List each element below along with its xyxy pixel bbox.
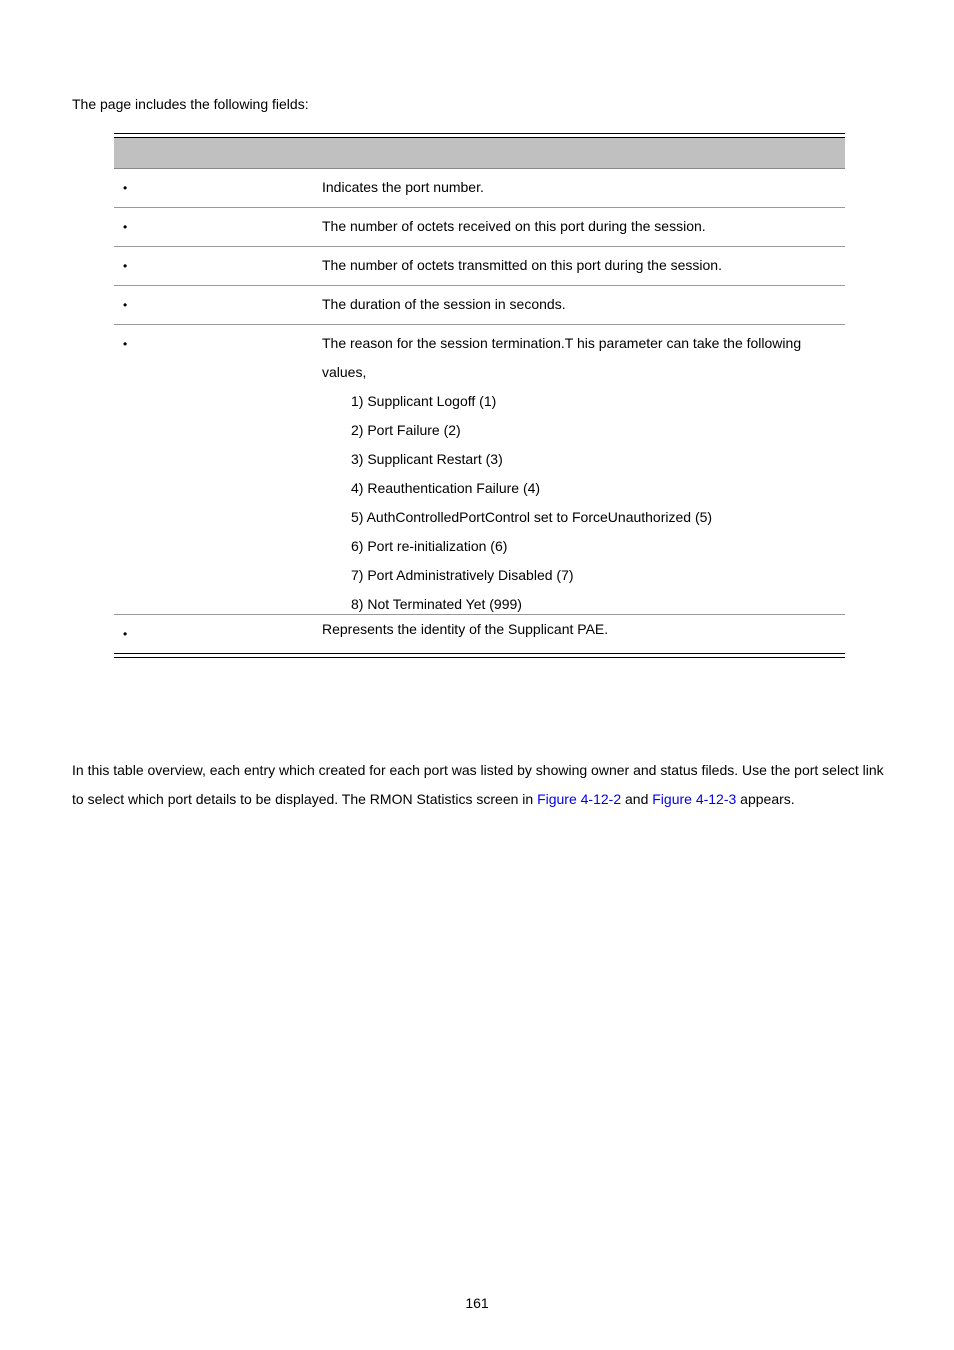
row-description: The number of octets transmitted on this port during the session. [322,257,722,273]
list-item: 4) Reauthentication Failure (4) [351,480,541,496]
intro-text: The page includes the following fields: [72,96,309,112]
list-item: 5) AuthControlledPortControl set to ForceUnauthorized (5) [351,509,713,525]
list-item: 1) Supplicant Logoff (1) [351,393,497,409]
figure-link-4-12-2[interactable]: Figure 4-12-2 [537,791,622,807]
bullet: • [123,627,128,641]
list-item: 2) Port Failure (2) [351,422,461,438]
fields-table [114,133,845,658]
row-description: Represents the identity of the Supplicant PAE. [322,621,609,637]
row-description: The number of octets received on this port during the session. [322,218,706,234]
figure-link-4-12-3[interactable]: Figure 4-12-3 [652,791,737,807]
table-bottom-rule [114,653,845,658]
row-description: Indicates the port number. [322,179,484,195]
bullet: • [123,298,128,312]
bullet: • [123,337,128,351]
row-description: The duration of the session in seconds. [322,296,566,312]
table-header [114,138,845,169]
list-item: 3) Supplicant Restart (3) [351,451,503,467]
table-row [114,247,845,286]
table-row [114,286,845,325]
bullet: • [123,181,128,195]
list-item: 8) Not Terminated Yet (999) [351,596,522,612]
bullet: • [123,220,128,234]
bullet: • [123,259,128,273]
list-item: 6) Port re-initialization (6) [351,538,508,554]
table-row [114,325,845,615]
overview-paragraph: In this table overview, each entry which created for each port was listed by showing owner and status fileds. Use the port select link to select which port details to be displayed. The RMON Statistics screen in Figure 4-12-2 and Figure 4-12-3 appears. [72,762,884,807]
table-row [114,169,845,208]
page-number: 161 [465,1295,489,1311]
list-item: 7) Port Administratively Disabled (7) [351,567,574,583]
table-row [114,615,845,653]
table-row [114,208,845,247]
row-description: The reason for the session termination.T his parameter can take the following values, 1) Supplicant Logoff (1) 2) Port Failure (2) 3) Supplicant Restart (3) 4) Reauthentication Failure (4) 5) AuthControlledPortControl set to ForceUnauthorized (5) 6) Port re-initialization (6) 7) Port Administratively Disabled (7) 8) Not Terminated Yet (999) [322,325,845,619]
